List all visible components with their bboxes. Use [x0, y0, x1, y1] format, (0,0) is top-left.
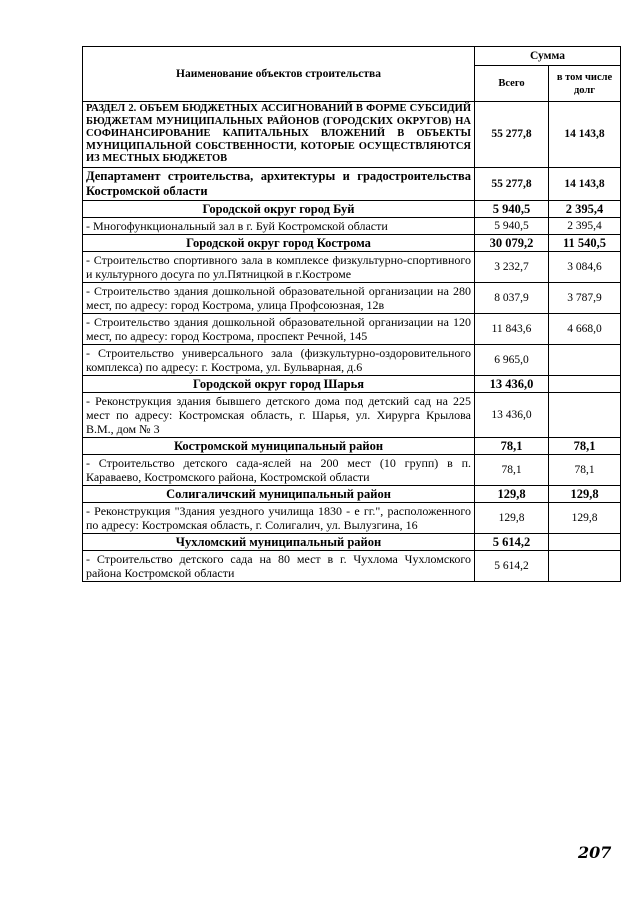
row-name: - Строительство спортивного зала в комплексе физкультурно-спортивного и культурного досуга по ул.Пятницкой в г.Костроме: [83, 251, 475, 282]
row-debt: 11 540,5: [549, 234, 621, 251]
row-total: 13 436,0: [475, 375, 549, 392]
header-sum: Сумма: [475, 47, 621, 66]
row-name: Городской округ город Шарья: [83, 375, 475, 392]
row-total: 8 037,9: [475, 282, 549, 313]
row-debt: [549, 392, 621, 437]
row-total: 6 965,0: [475, 344, 549, 375]
row-total: 129,8: [475, 502, 549, 533]
table-row: [83, 454, 621, 485]
table-row: [83, 550, 621, 581]
row-total: 55 277,8: [475, 167, 549, 200]
table-row: [83, 533, 621, 550]
row-name: - Строительство универсального зала (физкультурно-оздоровительного комплекса) по адресу: г. Кострома, ул. Бульварная, д.6: [83, 344, 475, 375]
row-total: 55 277,8: [475, 102, 549, 168]
table-row: [83, 217, 621, 234]
page-number-mark: 207: [578, 843, 612, 862]
budget-table: [82, 46, 621, 582]
row-total: 11 843,6: [475, 313, 549, 344]
row-debt: [549, 533, 621, 550]
row-name: Городской округ город Буй: [83, 200, 475, 217]
row-name: Костромской муниципальный район: [83, 437, 475, 454]
row-total: 78,1: [475, 437, 549, 454]
row-debt: [549, 344, 621, 375]
row-name: Департамент строительства, архитектуры и градостроительства Костромской области: [83, 167, 475, 200]
row-name: Чухломский муниципальный район: [83, 533, 475, 550]
table-row: [83, 102, 621, 168]
row-debt: [549, 375, 621, 392]
header-name-column: Наименование объектов строительства: [83, 47, 475, 102]
row-debt: 129,8: [549, 485, 621, 502]
table-row: [83, 282, 621, 313]
row-total: 5 614,2: [475, 550, 549, 581]
row-name: - Строительство здания дошкольной образовательной организации на 120 мест, по адресу: город Кострома, проспект Речной, 145: [83, 313, 475, 344]
table-body: [83, 102, 621, 582]
table-row: [83, 502, 621, 533]
table-row: [83, 344, 621, 375]
row-debt: 78,1: [549, 437, 621, 454]
table-row: [83, 313, 621, 344]
table-header: [83, 47, 621, 102]
row-total: 3 232,7: [475, 251, 549, 282]
row-name: - Реконструкция здания бывшего детского дома под детский сад на 225 мест по адресу: Костромская область, г. Шарья, ул. Хирурга Крылова В.М., дом № 3: [83, 392, 475, 437]
table-row: [83, 375, 621, 392]
row-debt: 78,1: [549, 454, 621, 485]
row-debt: 2 395,4: [549, 217, 621, 234]
row-name: РАЗДЕЛ 2. ОБЪЕМ БЮДЖЕТНЫХ АССИГНОВАНИЙ В ФОРМЕ СУБСИДИЙ БЮДЖЕТАМ МУНИЦИПАЛЬНЫХ РАЙОНОВ (ГОРОДСКИХ ОКРУГОВ) НА СОФИНАНСИРОВАНИЕ КАПИТАЛЬНЫХ ВЛОЖЕНИЙ В ОБЪЕКТЫ МУНИЦИПАЛЬНОЙ СОБСТВЕННОСТИ, КОТОРЫЕ ОСУЩЕСТВЛЯЮТСЯ ИЗ МЕСТНЫХ БЮДЖЕТОВ: [83, 102, 475, 168]
table-row: [83, 200, 621, 217]
row-name: - Строительство детского сада на 80 мест в г. Чухлома Чухломского района Костромской области: [83, 550, 475, 581]
row-debt: 129,8: [549, 502, 621, 533]
row-debt: [549, 550, 621, 581]
table-row: [83, 437, 621, 454]
row-debt: 2 395,4: [549, 200, 621, 217]
table-row: [83, 485, 621, 502]
header-total: Всего: [475, 66, 549, 102]
row-name: Солигаличский муниципальный район: [83, 485, 475, 502]
table-row: [83, 167, 621, 200]
row-name: - Многофункциональный зал в г. Буй Костромской области: [83, 217, 475, 234]
table-row: [83, 392, 621, 437]
row-debt: 3 084,6: [549, 251, 621, 282]
row-name: - Строительство здания дошкольной образовательной организации на 280 мест, по адресу: город Кострома, улица Профсоюзная, 12в: [83, 282, 475, 313]
row-name: - Реконструкция "Здания уездного училища 1830 - е гг.", расположенного по адресу: Костромская область, г. Солигалич, ул. Вылузгина, 16: [83, 502, 475, 533]
row-name: - Строительство детского сада-яслей на 200 мест (10 групп) в п. Караваево, Костромского района, Костромской области: [83, 454, 475, 485]
row-total: 78,1: [475, 454, 549, 485]
row-total: 5 614,2: [475, 533, 549, 550]
row-debt: 4 668,0: [549, 313, 621, 344]
header-debt: в том числе долг: [549, 66, 621, 102]
row-debt: 14 143,8: [549, 102, 621, 168]
row-total: 13 436,0: [475, 392, 549, 437]
row-total: 5 940,5: [475, 200, 549, 217]
row-name: Городской округ город Кострома: [83, 234, 475, 251]
row-debt: 14 143,8: [549, 167, 621, 200]
table-row: [83, 251, 621, 282]
row-debt: 3 787,9: [549, 282, 621, 313]
row-total: 30 079,2: [475, 234, 549, 251]
row-total: 129,8: [475, 485, 549, 502]
row-total: 5 940,5: [475, 217, 549, 234]
table-row: [83, 234, 621, 251]
